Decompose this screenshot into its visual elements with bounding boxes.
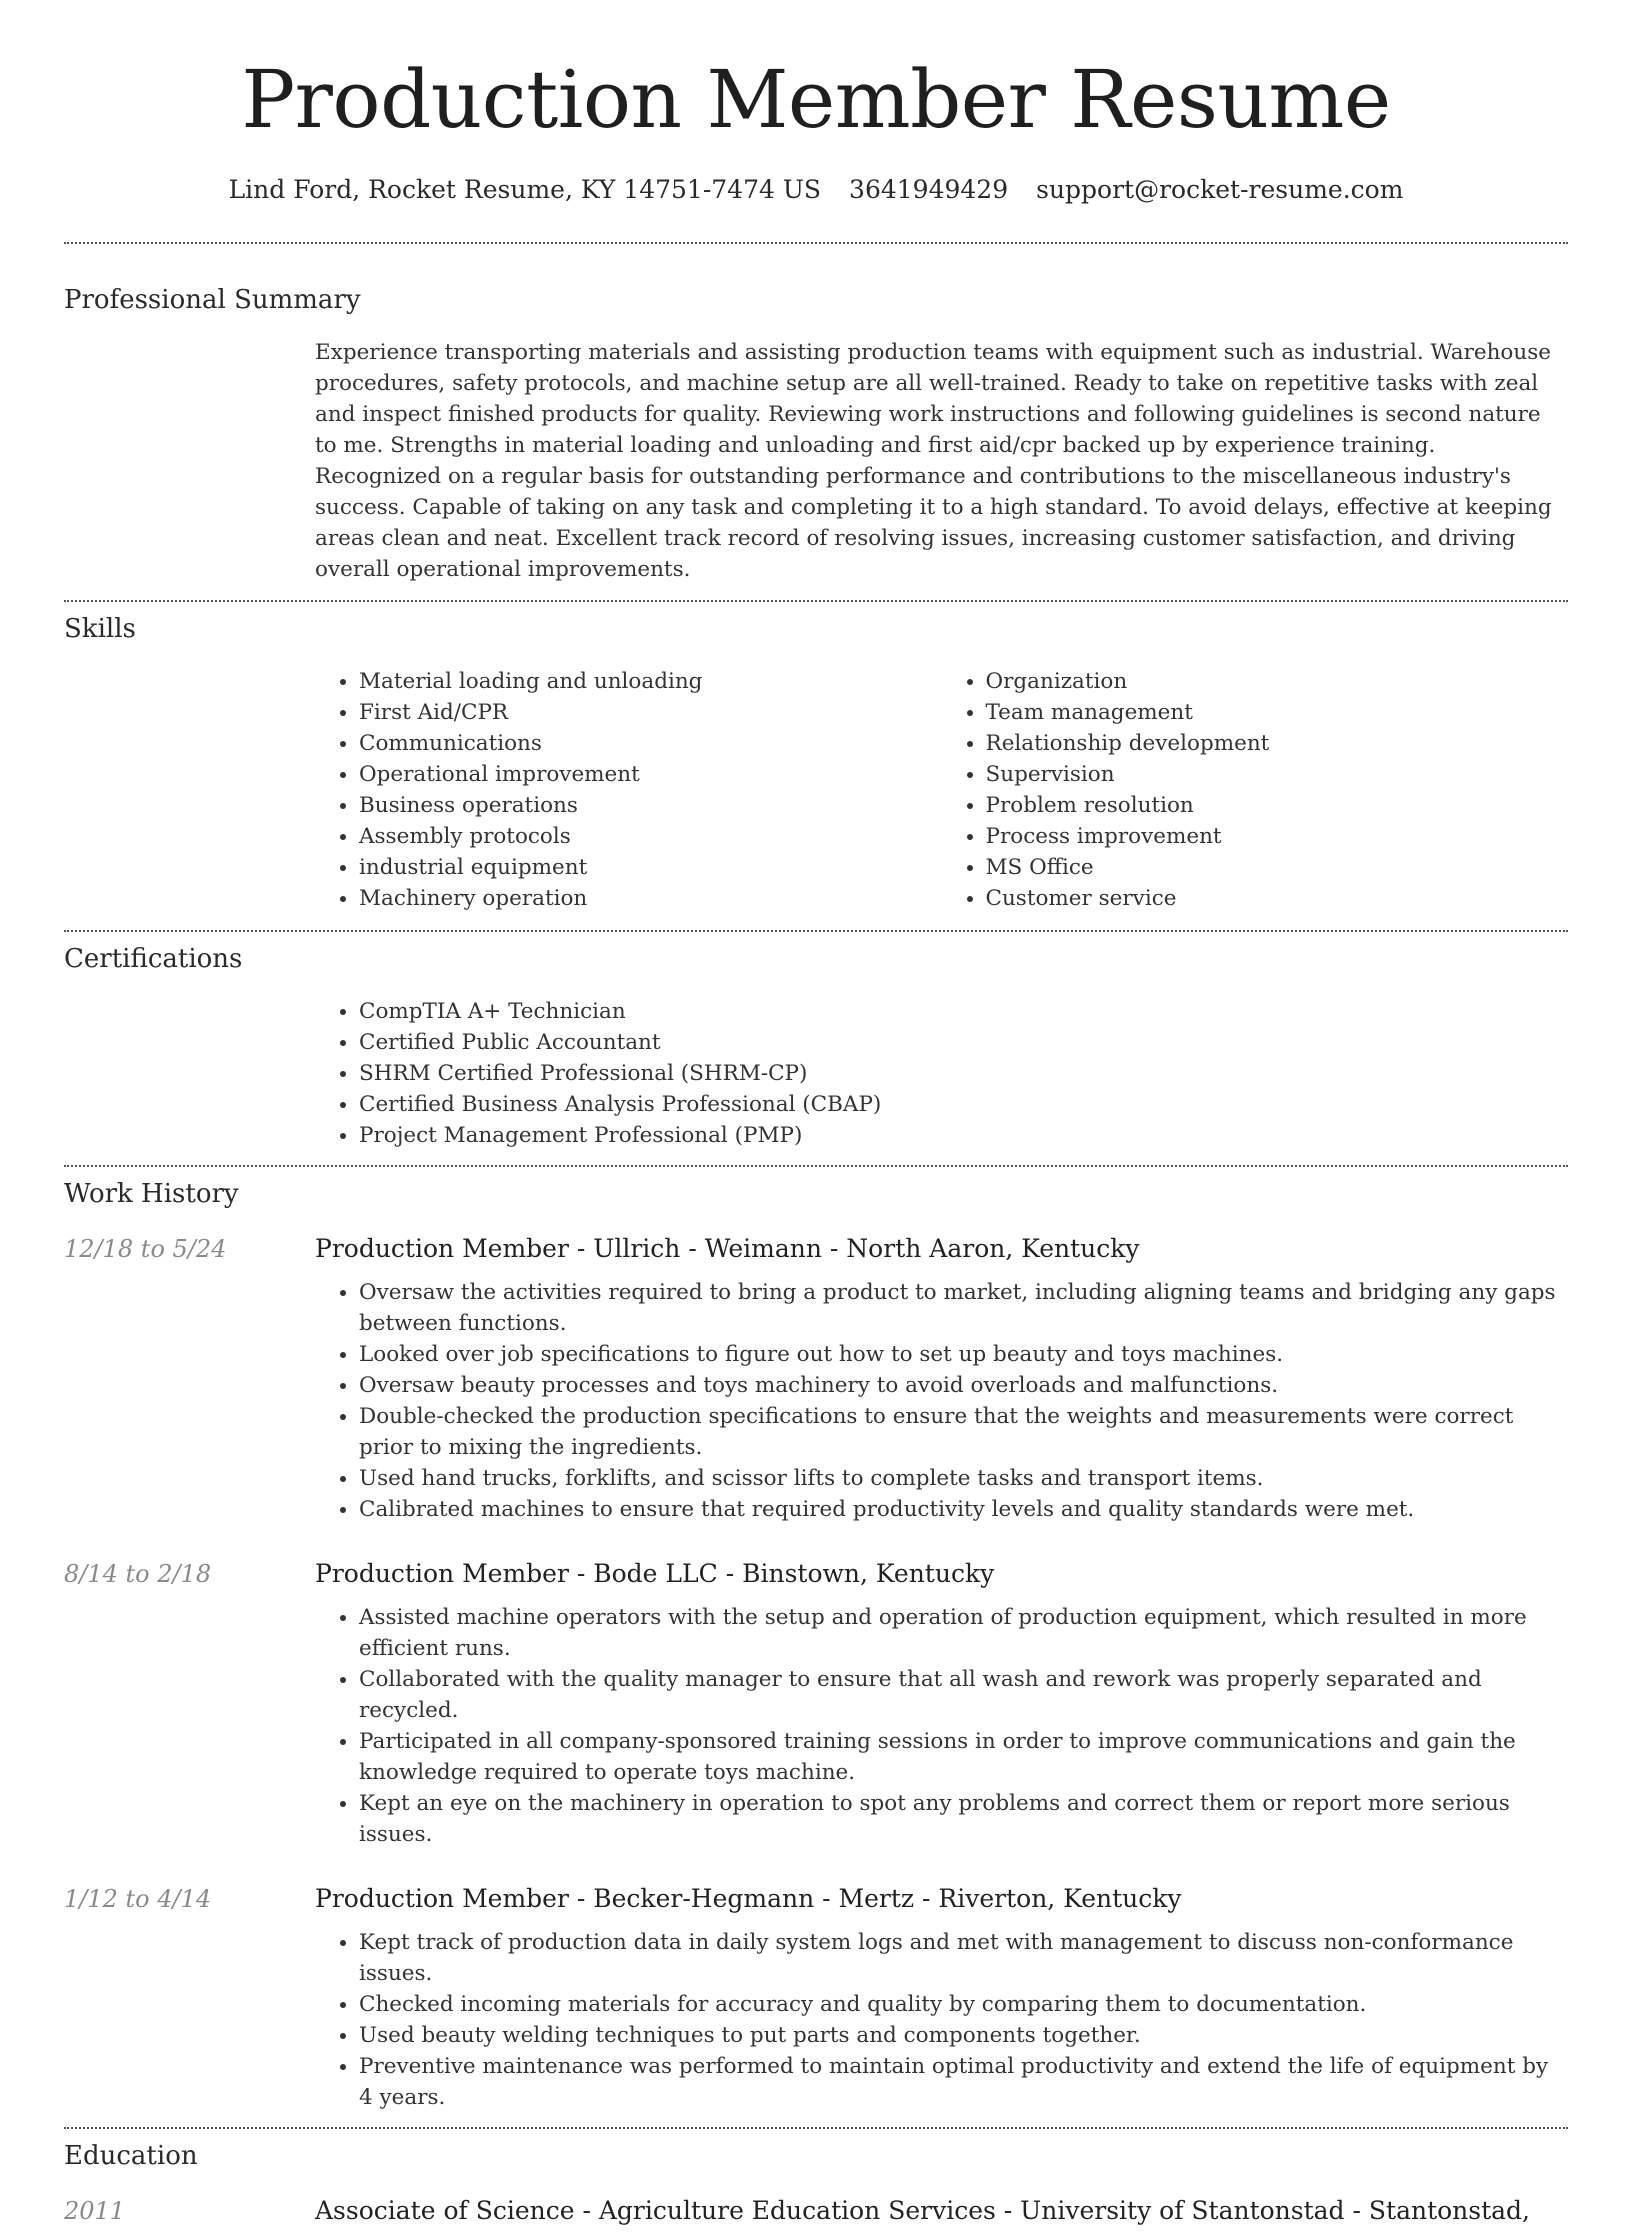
job-bullet: • Calibrated machines to ensure that required productivity levels and quality standards were met. (359, 1494, 1568, 1525)
summary-text: Experience transporting materials and assisting production teams with equipment such as industrial. Warehouse procedures, safety protocols, and machine setup are all well-trained. Ready to take on repetitive tasks with zeal and inspect finished products for quality. Reviewing work instructions and following guidelines is second nature to me. Strengths in material loading and unloading and first aid/cpr backed up by experience training. Recognized on a regular basis for outstanding performance and contributions to the miscellaneous industry's success. Capable of taking on any task and completing it to a high standard. To avoid delays, effective at keeping areas clean and neat. Excellent track record of resolving issues, increasing customer satisfaction, and driving overall operational improvements. (315, 340, 1552, 582)
section-heading-skills: Skills (64, 614, 136, 644)
job-entry (64, 1233, 1568, 1525)
resume-title: Production Member Resume (241, 53, 1391, 146)
job-bullet: • Assisted machine operators with the setup and operation of production equipment, which resulted in more efficient runs. (359, 1602, 1568, 1664)
certification-item: • Project Management Professional (PMP) (359, 1120, 1568, 1151)
certification-item: • Certified Public Accountant (359, 1027, 1568, 1058)
job-bullet: • Oversaw the activities required to bring a product to market, including aligning teams and bridging any gaps between functions. (359, 1277, 1568, 1339)
job-bullet: • Used hand trucks, forklifts, and scissor lifts to complete tasks and transport items. (359, 1463, 1568, 1494)
job-date: 12/18 to 5/24 (64, 1235, 227, 1263)
skill-item: • Team management (986, 697, 1569, 728)
job-bullets (315, 1602, 1568, 1850)
education-section (64, 2129, 1568, 2239)
section-heading-certifications: Certifications (64, 944, 243, 974)
skill-item: • Business operations (359, 790, 942, 821)
skill-item: • MS Office (986, 852, 1569, 883)
contact-phone: 3641949429 (849, 175, 1009, 204)
education-date: 2011 (64, 2197, 126, 2225)
skill-item: • Relationship development (986, 728, 1569, 759)
certifications-section (64, 932, 1568, 1151)
section-heading-summary: Professional Summary (64, 285, 361, 315)
skill-item: • Operational improvement (359, 759, 942, 790)
skill-item: • Material loading and unloading (359, 666, 942, 697)
contact-line (64, 174, 1568, 206)
job-bullet: • Oversaw beauty processes and toys machinery to avoid overloads and malfunctions. (359, 1370, 1568, 1401)
job-date: 1/12 to 4/14 (64, 1885, 212, 1913)
skill-item: • First Aid/CPR (359, 697, 942, 728)
job-title: Production Member - Becker-Hegmann - Mertz - Riverton, Kentucky (315, 1884, 1182, 1913)
skill-item: • Communications (359, 728, 942, 759)
certification-item: • Certified Business Analysis Professional (CBAP) (359, 1089, 1568, 1120)
skill-item: • Process improvement (986, 821, 1569, 852)
contact-email: support@rocket-resume.com (1036, 175, 1404, 204)
job-bullet: • Double-checked the production specifications to ensure that the weights and measurements were correct prior to mixing the ingredients. (359, 1401, 1568, 1463)
skill-item: • Customer service (986, 883, 1569, 914)
skill-item: • industrial equipment (359, 852, 942, 883)
skill-item: • Organization (986, 666, 1569, 697)
summary-section (64, 244, 1568, 585)
job-bullet: • Kept an eye on the machinery in operation to spot any problems and correct them or report more serious issues. (359, 1788, 1568, 1850)
certification-item: • SHRM Certified Professional (SHRM-CP) (359, 1058, 1568, 1089)
skill-item: • Assembly protocols (359, 821, 942, 852)
contact-address: Lind Ford, Rocket Resume, KY 14751-7474 US (228, 175, 822, 204)
job-entry (64, 1883, 1568, 2113)
job-bullet: • Kept track of production data in daily system logs and met with management to discuss non-conformance issues. (359, 1927, 1568, 1989)
certifications-list (315, 996, 1568, 1151)
job-title: Production Member - Ullrich - Weimann - North Aaron, Kentucky (315, 1234, 1140, 1263)
skills-section (64, 602, 1568, 914)
job-bullet: • Used beauty welding techniques to put parts and components together. (359, 2020, 1568, 2051)
job-entry (64, 1558, 1568, 1850)
job-bullet: • Looked over job specifications to figure out how to set up beauty and toys machines. (359, 1339, 1568, 1370)
job-bullets (315, 1277, 1568, 1525)
education-title: Associate of Science - Agriculture Education Services - University of Stantonstad - Stantonstad, (315, 2196, 1531, 2225)
resume-page (64, 0, 1568, 2239)
job-date: 8/14 to 2/18 (64, 1560, 212, 1588)
job-bullet: • Collaborated with the quality manager to ensure that all wash and rework was properly separated and recycled. (359, 1664, 1568, 1726)
work-history-section (64, 1167, 1568, 2113)
skills-list-left (315, 666, 942, 914)
skill-item: • Supervision (986, 759, 1569, 790)
job-bullet: • Checked incoming materials for accuracy and quality by comparing them to documentation. (359, 1989, 1568, 2020)
education-entry (64, 2195, 1568, 2239)
job-bullets (315, 1927, 1568, 2113)
skill-item: • Machinery operation (359, 883, 942, 914)
skills-list-right (942, 666, 1569, 914)
job-bullet: • Preventive maintenance was performed to maintain optimal productivity and extend the life of equipment by 4 years. (359, 2051, 1568, 2113)
section-heading-education: Education (64, 2141, 198, 2171)
certification-item: • CompTIA A+ Technician (359, 996, 1568, 1027)
skill-item: • Problem resolution (986, 790, 1569, 821)
job-bullet: • Participated in all company-sponsored training sessions in order to improve communications and gain the knowledge required to operate toys machine. (359, 1726, 1568, 1788)
section-heading-work-history: Work History (64, 1179, 239, 1209)
job-title: Production Member - Bode LLC - Binstown, Kentucky (315, 1559, 995, 1588)
